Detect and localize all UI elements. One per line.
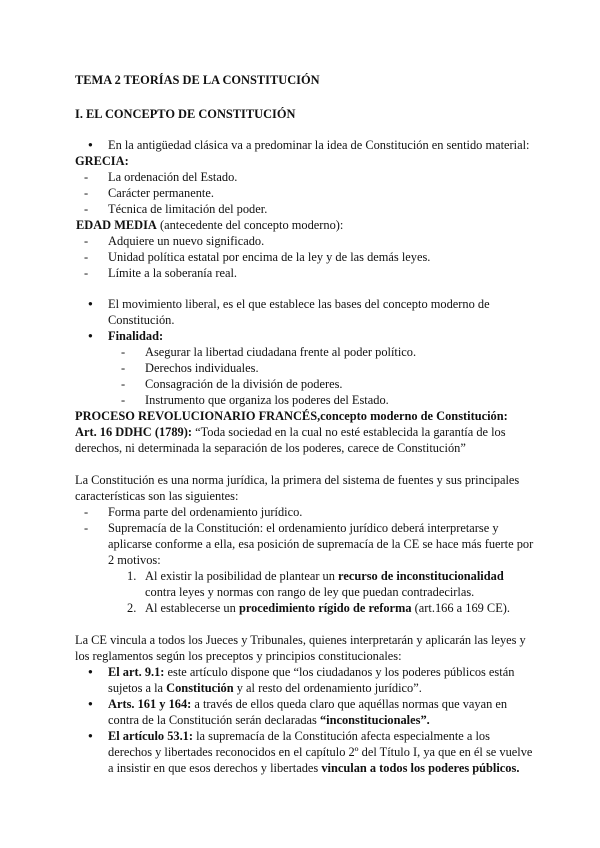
bullet-item-bold: vinculan a todos los poderes públicos. [321,761,520,775]
art16-line [75,424,506,440]
numbered-item [145,568,504,584]
paragraph-line: La CE vincula a todos los Jueces y Tribunales, quienes interpretarán y aplicarán las leyes y [75,633,526,647]
list-item: - Asegurar la libertad ciudadana frente al poder político. [145,344,416,360]
numbered-item-bold: recurso de inconstitucionalidad [338,569,504,583]
list-item: - Supremacía de la Constitución: el ordenamiento jurídico deberá interpretarse y [108,520,499,536]
bullet-item-text: a través de ellos queda claro que aquéllas normas que vayan en [191,697,508,711]
list-item-continuation: 2 motivos: [108,553,161,567]
numbered-item-continuation: contra leyes y normas con rango de ley que puedan contradecirlas. [145,585,475,599]
list-item: - Consagración de la división de poderes. [145,376,343,392]
bullet-item-text: este artículo dispone que “los ciudadanos y los poderes públicos están [164,665,515,679]
bullet-item-text: la supremacía de la Constitución afecta especialmente a los [193,729,490,743]
bullet-continuation: Constitución. [108,313,175,327]
bullet-continuation [108,760,519,776]
edad-media-note: (antecedente del concepto moderno): [156,218,344,232]
list-item: - La ordenación del Estado. [108,169,237,185]
art16-label: Art. 16 DDHC (1789): [75,425,192,439]
numbered-item-text: Al existir la posibilidad de plantear un [145,569,339,583]
bullet-item-bold: El artículo 53.1: [108,729,194,743]
edad-media-label: EDAD MEDIA [76,218,157,232]
list-number: 2. [127,601,137,615]
list-item: - Forma parte del ordenamiento jurídico. [108,504,302,520]
bullet-item: ● El movimiento liberal, es el que establece las bases del concepto moderno de [108,296,490,312]
section-heading: I. EL CONCEPTO DE CONSTITUCIÓN [75,107,296,121]
numbered-item-text: Al establecerse un [145,601,239,615]
numbered-item-bold: procedimiento rígido de reforma [238,601,412,615]
bullet-item-bold: Constitución [166,681,234,695]
subheading-grecia: GRECIA: [75,154,129,168]
bullet-item-bold: El art. 9.1: [108,665,165,679]
bullet-item-bold: Arts. 161 y 164: [108,697,192,711]
list-number: 1. [127,569,137,583]
art16-quote: “Toda sociedad en la cual no esté establecida la garantía de los [192,425,506,439]
proceso-heading: PROCESO REVOLUCIONARIO FRANCÉS,concepto moderno de Constitución: [75,409,508,423]
list-item-continuation: aplicarse conforme a ella, esa posición de supremacía de la CE se hace más fuerte por [108,537,534,551]
bullet-item [108,728,490,744]
list-item: - Adquiere un nuevo significado. [108,233,264,249]
list-item: - Instrumento que organiza los poderes del Estado. [145,392,389,408]
list-item: - Técnica de limitación del poder. [108,201,267,217]
art16-continuation: derechos, ni determinada la separación de los poderes, carece de Constitución” [75,441,466,455]
bullet-item [108,696,507,712]
bullet-item-text: sujetos a la [108,681,167,695]
list-item: - Unidad política estatal por encima de la ley y de las demás leyes. [108,249,430,265]
bullet-item-text: a insistir en que esos derechos y libertades [108,761,322,775]
finalidad-heading: ● Finalidad: [108,328,163,344]
paragraph-line: La Constitución es una norma jurídica, la primera del sistema de fuentes y sus principales [75,473,520,487]
bullet-continuation: derechos y libertades reconocidos en el capítulo 2º del Título I, ya que en él se vuelve [108,745,533,759]
bullet-item-bold: “inconstitucionales”. [319,713,430,727]
list-item: - Límite a la soberanía real. [108,265,237,281]
bullet-continuation [108,680,422,696]
bullet-item-text: y al resto del ordenamiento jurídico”. [233,681,422,695]
bullet-item: ● En la antigüedad clásica va a predominar la idea de Constitución en sentido material: [108,137,529,153]
paragraph-line: características son las siguientes: [75,489,239,503]
document-title: TEMA 2 TEORÍAS DE LA CONSTITUCIÓN [75,73,320,87]
bullet-item [108,664,514,680]
numbered-item [145,600,510,616]
bullet-item-text: contra de la Constitución serán declaradas [108,713,320,727]
numbered-item-text: (art.166 a 169 CE). [411,601,510,615]
list-item: - Carácter permanente. [108,185,214,201]
bullet-continuation [108,712,430,728]
paragraph-line: los reglamentos según los preceptos y principios constitucionales: [75,649,402,663]
subheading-edad-media [76,217,343,233]
list-item: - Derechos individuales. [145,360,259,376]
